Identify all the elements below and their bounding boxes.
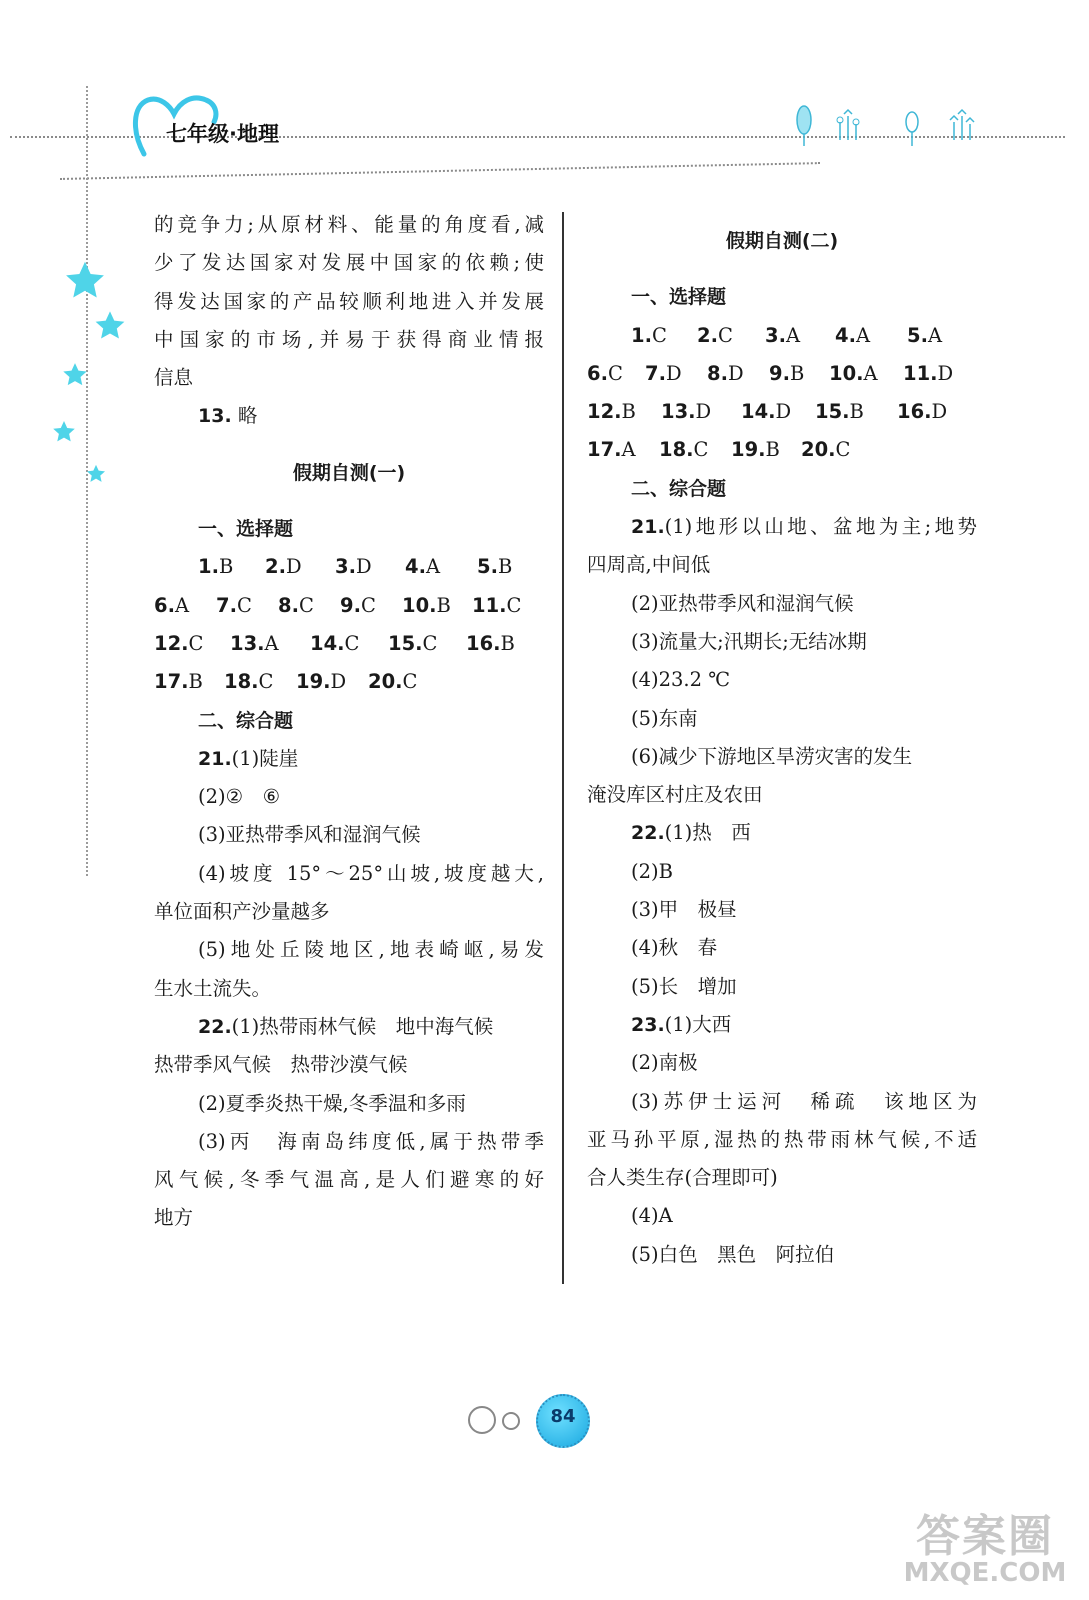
mc-row bbox=[154, 663, 544, 701]
answer-choice: A bbox=[863, 361, 878, 385]
answer-text: (6)减少下游地区旱涝灾害的发生 bbox=[631, 744, 913, 768]
answer-text: (2)亚热带季风和湿润气候 bbox=[631, 591, 854, 615]
question-number: 6. bbox=[154, 593, 175, 617]
answer-text: 生水土流失。 bbox=[154, 976, 272, 1000]
answer-choice: C bbox=[402, 670, 418, 694]
answer-choice: B bbox=[849, 400, 864, 424]
answer-choice: B bbox=[500, 631, 515, 655]
answer-choice: B bbox=[188, 670, 203, 694]
answer-text: (3)丙 海南岛纬度低,属于热带季 bbox=[198, 1129, 544, 1153]
answer-text: 单位面积产沙量越多 bbox=[154, 900, 330, 924]
question-13 bbox=[154, 397, 544, 435]
answer-text: (5)白色 黑色 阿拉伯 bbox=[631, 1242, 835, 1266]
question-number: 10. bbox=[829, 361, 864, 385]
answer-choice: A bbox=[621, 438, 636, 462]
para-line: 得发达国家的产品较顺利地进入并发展 bbox=[154, 289, 544, 313]
answer-text: (5)东南 bbox=[631, 706, 698, 730]
mc-row bbox=[587, 431, 977, 469]
section-heading: 二、综合题 bbox=[631, 477, 727, 500]
answer-choice: B bbox=[497, 555, 513, 579]
question-number: 13. bbox=[230, 631, 265, 655]
answer-text: (3)甲 极昼 bbox=[631, 898, 737, 922]
answer-choice: D bbox=[727, 361, 744, 385]
answer-choice: C bbox=[360, 593, 376, 617]
answer-text: 热带季风气候 热带沙漠气候 bbox=[154, 1053, 408, 1077]
answer-text: (4)坡度 15°～25°山坡,坡度越大, bbox=[198, 861, 544, 885]
question-number: 21. bbox=[198, 747, 232, 770]
page-number-badge bbox=[466, 1392, 596, 1452]
answer-choice: A bbox=[785, 323, 801, 347]
question-number: 17. bbox=[154, 670, 189, 694]
answer-text: (3)苏伊士运河 稀疏 该地区为 bbox=[631, 1089, 977, 1113]
answer-choice: D bbox=[330, 670, 347, 694]
answer-choice: D bbox=[355, 555, 372, 579]
watermark-logo-text: 答案圈 bbox=[916, 1511, 1054, 1562]
question-number: 13. bbox=[661, 400, 696, 424]
answer-choice: B bbox=[789, 361, 805, 385]
question-number: 10. bbox=[402, 593, 437, 617]
answer-text: (3)亚热带季风和湿润气候 bbox=[198, 823, 421, 847]
section-title: 假期自测(二) bbox=[725, 230, 839, 252]
answer-choice: D bbox=[937, 361, 954, 385]
answer-choice: A bbox=[174, 593, 190, 617]
answer-text: (3)流量大;汛期长;无结冰期 bbox=[631, 629, 867, 653]
answer-text: (5)长 增加 bbox=[631, 974, 737, 998]
question-number: 2. bbox=[697, 323, 718, 347]
answer-choice: B bbox=[765, 438, 780, 462]
answer-text: (2)南极 bbox=[631, 1051, 698, 1075]
star-icon bbox=[52, 420, 76, 444]
mc-row bbox=[587, 355, 977, 393]
answer-text: (1)热 西 bbox=[664, 821, 751, 845]
answer-text: (1)热带雨林气候 地中海气候 bbox=[231, 1014, 494, 1038]
question-number: 7. bbox=[216, 593, 237, 617]
question-number: 12. bbox=[154, 631, 189, 655]
question-number: 18. bbox=[224, 670, 259, 694]
question-number: 19. bbox=[731, 438, 766, 462]
answer-choice: B bbox=[621, 400, 636, 424]
question-number: 14. bbox=[741, 400, 776, 424]
answer-choice: B bbox=[436, 593, 451, 617]
answer-choice: C bbox=[258, 670, 274, 694]
ring-icon bbox=[502, 1412, 520, 1430]
mc-row bbox=[587, 393, 977, 431]
question-number: 20. bbox=[368, 670, 403, 694]
para-line: 信息 bbox=[154, 366, 194, 390]
answer-choice: C bbox=[506, 593, 522, 617]
answer-text: (5)地处丘陵地区,地表崎岖,易发 bbox=[198, 938, 544, 962]
question-number: 18. bbox=[659, 438, 694, 462]
answer-choice: D bbox=[695, 400, 712, 424]
star-icon bbox=[62, 362, 88, 388]
para-line: 少了发达国家对发展中国家的依赖;使 bbox=[154, 251, 544, 275]
answer-text: 风气候,冬季气温高,是人们避寒的好 bbox=[154, 1168, 544, 1192]
question-21 bbox=[587, 508, 977, 546]
question-number: 4. bbox=[405, 555, 426, 579]
ring-icon bbox=[468, 1406, 496, 1434]
question-number: 11. bbox=[903, 361, 938, 385]
question-number: 8. bbox=[707, 361, 728, 385]
question-23 bbox=[587, 1006, 977, 1044]
question-number: 22. bbox=[198, 1015, 232, 1038]
answer-choice: C bbox=[188, 631, 204, 655]
answer-text: (4)A bbox=[631, 1204, 673, 1228]
question-22 bbox=[587, 814, 977, 852]
answer-text: (4)23.2 ℃ bbox=[631, 668, 731, 692]
question-number: 21. bbox=[631, 516, 665, 539]
question-number: 2. bbox=[265, 555, 286, 579]
question-number: 5. bbox=[477, 555, 498, 579]
watermark-url: MXQE.COM bbox=[903, 1558, 1067, 1588]
question-number: 19. bbox=[296, 670, 331, 694]
answer-text: (1)陡崖 bbox=[231, 746, 299, 770]
plants-decoration-icon bbox=[790, 100, 990, 150]
question-number: 9. bbox=[769, 361, 790, 385]
answer-text: (2)② ⑥ bbox=[198, 785, 281, 809]
page-number: 84 bbox=[550, 1406, 576, 1427]
left-column bbox=[154, 206, 544, 1238]
mc-row bbox=[154, 548, 544, 586]
answer-text: (4)秋 春 bbox=[631, 936, 718, 960]
question-number: 23. bbox=[631, 1013, 665, 1036]
star-icon bbox=[94, 310, 126, 342]
column-divider bbox=[562, 212, 564, 1284]
answer-text: 亚马孙平原,湿热的热带雨林气候,不适 bbox=[587, 1127, 977, 1151]
question-number: 16. bbox=[466, 631, 501, 655]
question-number: 5. bbox=[907, 323, 928, 347]
answer-choice: C bbox=[651, 323, 667, 347]
question-number: 3. bbox=[765, 323, 786, 347]
answer-choice: B bbox=[218, 555, 234, 579]
mc-row bbox=[587, 317, 977, 355]
answer-text: 淹没库区村庄及农田 bbox=[587, 783, 763, 807]
question-number: 16. bbox=[897, 400, 932, 424]
answer-text: 合人类生存(合理即可) bbox=[587, 1166, 778, 1190]
answer-choice: D bbox=[775, 400, 792, 424]
header-dotted-curve bbox=[60, 162, 820, 180]
watermark bbox=[890, 1500, 1080, 1600]
answer-choice: C bbox=[717, 323, 733, 347]
question-22 bbox=[154, 1008, 544, 1046]
answer-choice: D bbox=[285, 555, 302, 579]
question-number: 3. bbox=[335, 555, 356, 579]
answer-text: 地方 bbox=[154, 1206, 194, 1230]
answer-text: 略 bbox=[237, 404, 258, 428]
question-number: 20. bbox=[801, 438, 836, 462]
question-number: 1. bbox=[631, 323, 652, 347]
answer-text: (2)夏季炎热干燥,冬季温和多雨 bbox=[198, 1091, 466, 1115]
para-line: 的竞争力;从原材料、能量的角度看,减 bbox=[154, 213, 544, 236]
header-title: 七年级·地理 bbox=[166, 122, 279, 146]
answer-choice: D bbox=[931, 400, 948, 424]
answer-choice: A bbox=[425, 555, 441, 579]
answer-choice: A bbox=[264, 631, 279, 655]
star-icon bbox=[64, 260, 106, 302]
question-number: 13. bbox=[198, 405, 232, 428]
right-column bbox=[587, 222, 977, 1274]
question-number: 15. bbox=[815, 400, 850, 424]
question-number: 6. bbox=[587, 361, 608, 385]
section-heading: 一、选择题 bbox=[198, 518, 294, 541]
answer-text: (1)大西 bbox=[664, 1012, 732, 1036]
question-number: 12. bbox=[587, 400, 622, 424]
question-number: 15. bbox=[388, 631, 423, 655]
para-line: 中国家的市场,并易于获得商业情报 bbox=[154, 327, 544, 351]
question-number: 8. bbox=[278, 593, 299, 617]
section-heading: 一、选择题 bbox=[631, 286, 727, 309]
mc-row bbox=[154, 625, 544, 663]
answer-choice: C bbox=[298, 593, 314, 617]
answer-choice: D bbox=[665, 361, 682, 385]
question-number: 14. bbox=[310, 631, 345, 655]
section-title: 假期自测(一) bbox=[292, 461, 406, 484]
question-number: 1. bbox=[198, 555, 219, 579]
question-21 bbox=[154, 740, 544, 778]
answer-choice: C bbox=[693, 438, 709, 462]
question-number: 17. bbox=[587, 438, 622, 462]
question-number: 7. bbox=[645, 361, 666, 385]
answer-text: 四周高,中间低 bbox=[587, 553, 711, 577]
answer-choice: C bbox=[344, 631, 360, 655]
question-number: 11. bbox=[472, 593, 507, 617]
star-icon bbox=[86, 464, 106, 484]
section-heading: 二、综合题 bbox=[198, 709, 294, 732]
answer-choice: A bbox=[927, 323, 943, 347]
answer-choice: C bbox=[835, 438, 851, 462]
question-number: 9. bbox=[340, 593, 361, 617]
answer-choice: C bbox=[607, 361, 623, 385]
question-number: 22. bbox=[631, 822, 665, 845]
answer-choice: C bbox=[422, 631, 438, 655]
answer-text: (2)B bbox=[631, 859, 673, 883]
answer-text: (1)地形以山地、盆地为主;地势 bbox=[664, 515, 977, 539]
answer-choice: C bbox=[236, 593, 252, 617]
mc-row bbox=[154, 587, 544, 625]
answer-choice: A bbox=[855, 323, 871, 347]
question-number: 4. bbox=[835, 323, 856, 347]
